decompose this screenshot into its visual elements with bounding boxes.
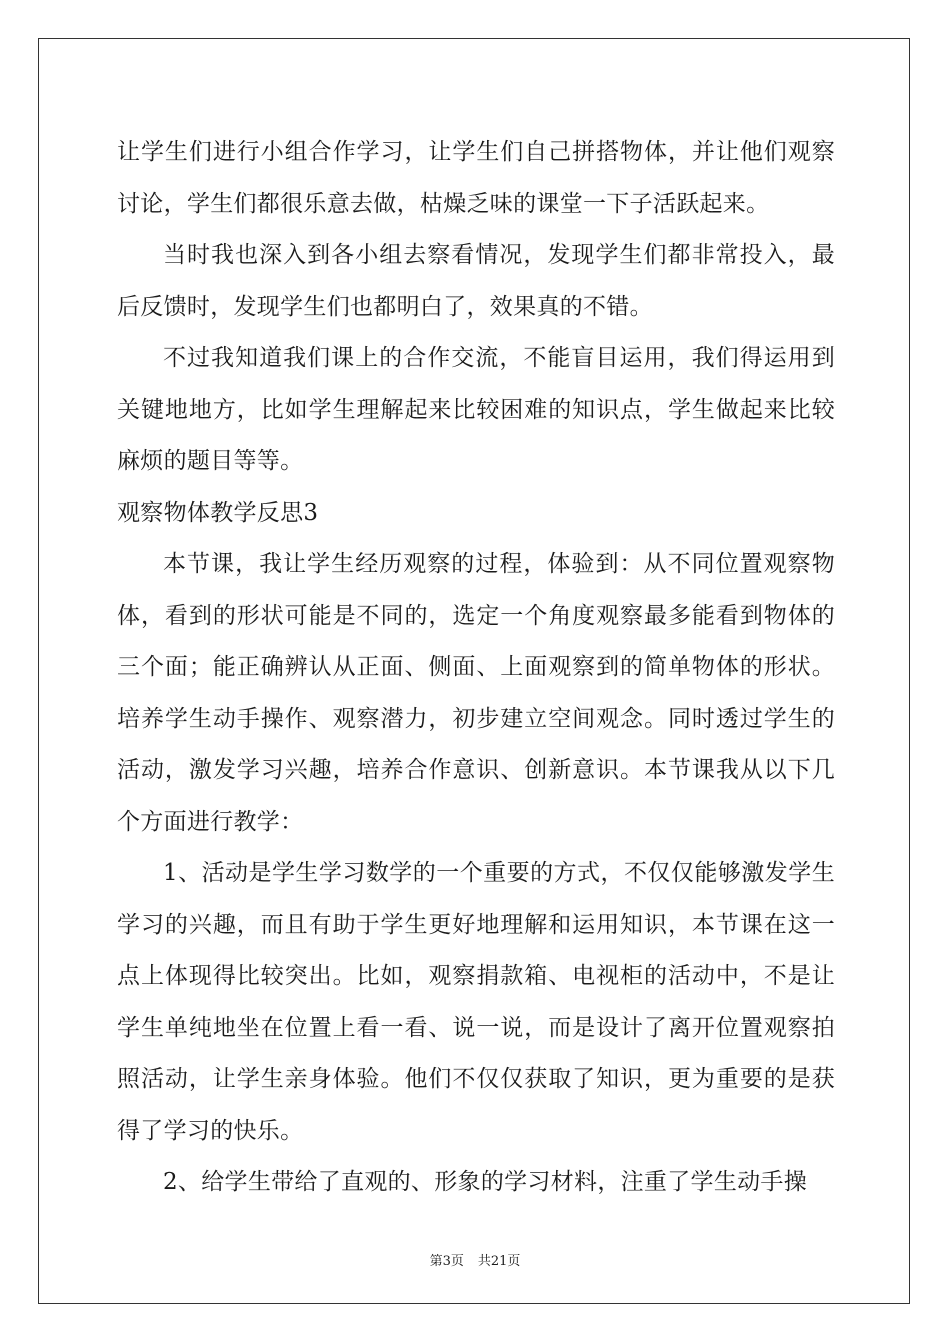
page-footer [0, 1250, 950, 1269]
paragraph-4: 本节课，我让学生经历观察的过程，体验到：从不同位置观察物体，看到的形状可能是不同的，选定一个角度观察最多能看到物体的三个面；能正确辨认从正面、侧面、上面观察到的简单物体的形状。培养学生动手操作、观察潜力，初步建立空间观念。同时透过学生的活动，激发学习兴趣，培养合作意识、创新意识。本节课我从以下几个方面进行教学： [117, 551, 835, 835]
page-total: 共21页 [477, 1254, 521, 1269]
section-heading: 观察物体教学反思3 [117, 499, 319, 526]
paragraph-6: 2、给学生带给了直观的、形象的学习材料，注重了学生动手操 [163, 1169, 808, 1195]
paragraph-5: 1、活动是学生学习数学的一个重要的方式，不仅仅能够激发学生学习的兴趣，而且有助于学生更好地理解和运用知识，本节课在这一点上体现得比较突出。比如，观察捐款箱、电视柜的活动中，不是让学生单纯地坐在位置上看一看、说一说，而是设计了离开位置观察拍照活动，让学生亲身体验。他们不仅仅获取了知识，更为重要的是获得了学习的快乐。 [117, 860, 835, 1144]
paragraph-2: 当时我也深入到各小组去察看情况，发现学生们都非常投入，最后反馈时，发现学生们也都明白了，效果真的不错。 [117, 242, 835, 320]
document-body [117, 127, 835, 1209]
page-number: 第3页 [429, 1254, 464, 1269]
paragraph-1: 让学生们进行小组合作学习，让学生们自己拼搭物体，并让他们观察讨论，学生们都很乐意去做，枯燥乏味的课堂一下子活跃起来。 [117, 139, 835, 217]
paragraph-3: 不过我知道我们课上的合作交流，不能盲目运用，我们得运用到关键地地方，比如学生理解起来比较困难的知识点，学生做起来比较麻烦的题目等等。 [117, 345, 835, 474]
